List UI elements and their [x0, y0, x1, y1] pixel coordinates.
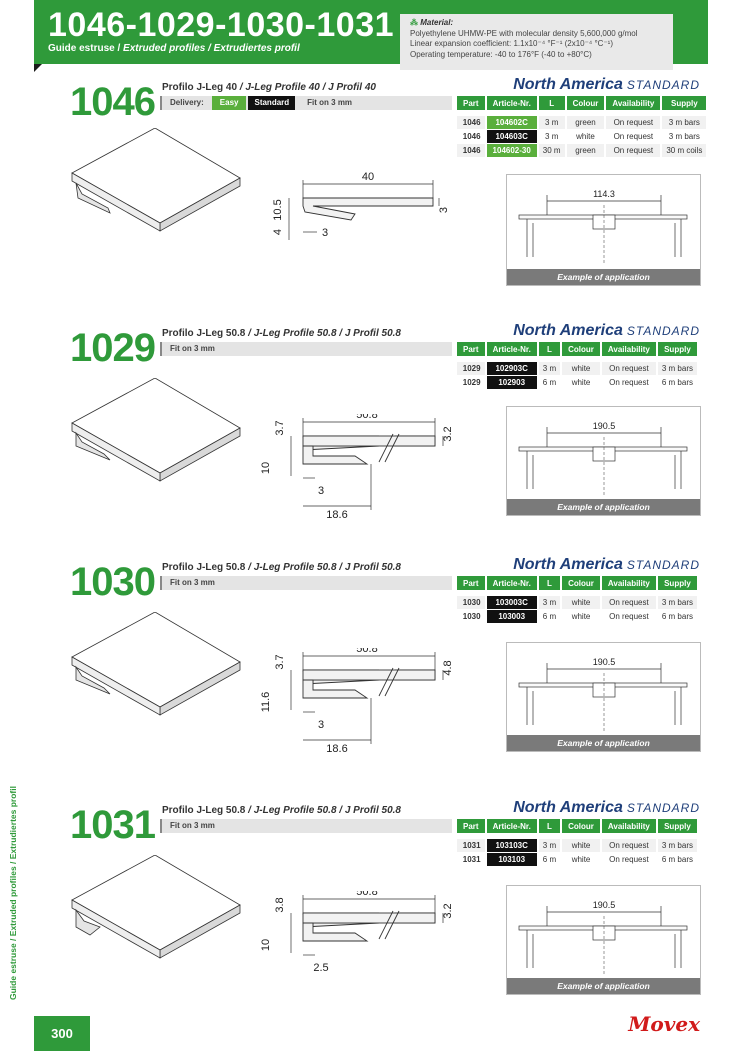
profile-dimension-drawing: [255, 170, 470, 280]
standard-label: STANDARD: [626, 78, 700, 92]
part-cell: 1030: [457, 596, 485, 610]
profile-top-flange: [303, 436, 435, 446]
supply-cell: 3 m bars: [658, 596, 697, 610]
delivery-info-bar: [160, 576, 452, 590]
column-header: Part: [457, 819, 485, 833]
product-title-italian: Profilo J-Leg 50.8: [162, 328, 246, 339]
dimension-view: [255, 170, 470, 280]
application-example: [506, 642, 701, 752]
availability-cell: On request: [602, 853, 656, 867]
availability-cell: On request: [606, 130, 660, 144]
part-cell: 1029: [457, 376, 485, 390]
table-header-row: [457, 576, 697, 590]
isometric-view: [70, 855, 270, 965]
dim-height-label: 10.5: [272, 199, 284, 221]
dim-width-label: 50.8: [356, 414, 378, 421]
table-row: [457, 853, 697, 867]
column-header: Supply: [662, 96, 706, 110]
iso-top-face: [72, 612, 240, 707]
profile-dimension-drawing: [255, 414, 470, 524]
dim-gap-label: 3: [317, 485, 325, 497]
table-header-row: [457, 96, 706, 110]
standard-badge: Standard: [248, 96, 295, 110]
page-number: 300: [34, 1016, 90, 1051]
profile-isometric-drawing: [70, 855, 270, 965]
article-number-cell: 104602C: [487, 116, 537, 130]
article-number-cell: 104603C: [487, 130, 537, 144]
column-header: L: [539, 342, 560, 356]
standard-label: STANDARD: [626, 558, 700, 572]
dim-right-label: 4.8: [442, 660, 454, 676]
dim-bottom-label: 18.6: [326, 743, 348, 755]
product-code: 1030: [70, 560, 155, 604]
product-section-1046: [0, 76, 742, 320]
standard-label: STANDARD: [626, 801, 700, 815]
article-number-cell: 103003C: [487, 596, 537, 610]
movex-logo: Movex: [628, 1012, 700, 1036]
article-number-cell: 102903C: [487, 362, 537, 376]
availability-cell: On request: [606, 116, 660, 130]
profile-isometric-drawing: [70, 128, 270, 238]
colour-cell: white: [562, 839, 600, 853]
length-cell: 3 m: [539, 116, 565, 130]
iso-top-face: [72, 128, 240, 223]
dim-top-label: 3.7: [274, 654, 286, 670]
product-code: 1046: [70, 80, 155, 124]
dim-height-label: 11.6: [260, 691, 272, 713]
part-cell: 1031: [457, 839, 485, 853]
application-caption: Example of application: [507, 978, 700, 994]
column-header: Availability: [602, 819, 656, 833]
profile-isometric-drawing: [70, 612, 270, 722]
dim-bottom-label: 18.6: [326, 509, 348, 521]
length-cell: 30 m: [539, 144, 565, 158]
profile-top-flange: [303, 913, 435, 923]
product-title-translations: / J-Leg Profile 40 / J Profil 40: [237, 82, 376, 93]
profile-isometric-drawing: [70, 378, 270, 488]
colour-cell: white: [567, 130, 605, 144]
part-cell: 1046: [457, 144, 485, 158]
article-table: [455, 576, 699, 624]
column-header: Colour: [562, 576, 600, 590]
supply-cell: 3 m bars: [658, 362, 697, 376]
dim-height-label: 10: [260, 461, 272, 475]
length-cell: 3 m: [539, 839, 560, 853]
dim-right-label: 3.2: [442, 903, 454, 919]
dim-gap-label: 3: [317, 719, 325, 731]
column-header: Availability: [602, 576, 656, 590]
product-section-1029: [0, 322, 742, 566]
column-header: Supply: [658, 819, 697, 833]
column-header: Part: [457, 342, 485, 356]
product-title: [162, 328, 401, 339]
fit-note: Fit on 3 mm: [170, 344, 215, 353]
column-header: L: [539, 819, 560, 833]
column-header: Supply: [658, 342, 697, 356]
table-row: [457, 376, 697, 390]
article-number-cell: 104602-30: [487, 144, 537, 158]
north-america-standard: North America STANDARD: [513, 322, 700, 339]
fit-note: Fit on 3 mm: [170, 821, 215, 830]
iso-top-face: [72, 855, 240, 950]
application-example: [506, 174, 701, 286]
availability-cell: On request: [602, 362, 656, 376]
easy-badge: Easy: [212, 96, 247, 110]
delivery-info-bar: [160, 819, 452, 833]
product-code: 1031: [70, 803, 155, 847]
supply-cell: 6 m bars: [658, 853, 697, 867]
table-row: [457, 116, 706, 130]
table-header-row: [457, 819, 697, 833]
product-title: [162, 562, 401, 573]
length-cell: 6 m: [539, 853, 560, 867]
dim-gap-label: 2.5: [313, 962, 329, 974]
length-cell: 6 m: [539, 610, 560, 624]
product-title: [162, 805, 401, 816]
product-title: [162, 82, 376, 93]
column-header: L: [539, 96, 565, 110]
product-title-italian: Profilo J-Leg 50.8: [162, 805, 246, 816]
colour-cell: white: [562, 853, 600, 867]
molecule-icon: ⁂: [410, 18, 418, 27]
colour-cell: green: [567, 116, 605, 130]
part-cell: 1030: [457, 610, 485, 624]
supply-cell: 3 m bars: [662, 130, 706, 144]
application-drawing: [507, 175, 700, 271]
part-cell: 1031: [457, 853, 485, 867]
dim-width-label: 40: [361, 171, 375, 183]
north-america-standard: North America STANDARD: [513, 76, 700, 93]
colour-cell: white: [562, 610, 600, 624]
table-row: [457, 610, 697, 624]
dimension-view: [255, 648, 470, 758]
product-title-translations: / J-Leg Profile 50.8 / J Profil 50.8: [245, 805, 401, 816]
application-drawing: [507, 643, 700, 737]
column-header: L: [539, 576, 560, 590]
dim-top-label: 3.7: [274, 420, 286, 436]
delivery-info-bar: [160, 96, 452, 110]
table-row: [457, 839, 697, 853]
dimension-view: [255, 414, 470, 524]
application-example: [506, 885, 701, 995]
column-header: Part: [457, 576, 485, 590]
product-code: 1029: [70, 326, 155, 370]
page-title: 1046-1029-1030-1031: [48, 6, 395, 44]
article-table: [455, 342, 699, 390]
availability-cell: On request: [602, 596, 656, 610]
table-row: [457, 362, 697, 376]
colour-cell: white: [562, 376, 600, 390]
material-line: Operating temperature: -40 to 176°F (-40 to +80°C): [410, 49, 592, 59]
application-example: [506, 406, 701, 516]
product-section-1030: [0, 556, 742, 800]
supply-cell: 6 m bars: [658, 376, 697, 390]
availability-cell: On request: [602, 610, 656, 624]
north-america-standard: North America STANDARD: [513, 556, 700, 573]
standard-label: STANDARD: [626, 324, 700, 338]
profile-top-flange: [303, 670, 435, 680]
delivery-info-bar: [160, 342, 452, 356]
isometric-view: [70, 378, 270, 488]
article-number-cell: 102903: [487, 376, 537, 390]
column-header: Colour: [562, 819, 600, 833]
material-info-box: [400, 14, 673, 70]
supply-cell: 3 m bars: [658, 839, 697, 853]
application-caption: Example of application: [507, 735, 700, 751]
article-number-cell: 103103C: [487, 839, 537, 853]
table-header-row: [457, 342, 697, 356]
column-header: Part: [457, 96, 485, 110]
colour-cell: white: [562, 596, 600, 610]
column-header: Colour: [562, 342, 600, 356]
fit-note: Fit on 3 mm: [170, 578, 215, 587]
isometric-view: [70, 612, 270, 722]
colour-cell: white: [562, 362, 600, 376]
column-header: Colour: [567, 96, 605, 110]
material-heading: Material:: [420, 18, 454, 27]
delivery-label: Delivery:: [170, 98, 204, 107]
dim-leg-label: 4: [272, 228, 284, 236]
length-cell: 3 m: [539, 596, 560, 610]
supply-cell: 6 m bars: [658, 610, 697, 624]
article-table: [455, 819, 699, 867]
dim-gap-label: 3: [321, 227, 329, 239]
fit-note: Fit on 3 mm: [307, 98, 353, 107]
article-number-cell: 103003: [487, 610, 537, 624]
supply-cell: 30 m coils: [662, 144, 706, 158]
isometric-view: [70, 128, 270, 238]
length-cell: 3 m: [539, 362, 560, 376]
dim-width-label: 50.8: [356, 648, 378, 655]
material-line: Polyethylene UHMW-PE with molecular density 5,600,000 g/mol: [410, 28, 638, 38]
availability-cell: On request: [602, 839, 656, 853]
dim-top-label: 3.8: [274, 897, 286, 913]
column-header: Article-Nr.: [487, 96, 537, 110]
column-header: Article-Nr.: [487, 576, 537, 590]
colour-cell: green: [567, 144, 605, 158]
part-cell: 1046: [457, 116, 485, 130]
product-title-translations: / J-Leg Profile 50.8 / J Profil 50.8: [245, 328, 401, 339]
availability-cell: On request: [602, 376, 656, 390]
header-corner-decoration: [34, 64, 42, 72]
availability-cell: On request: [606, 144, 660, 158]
application-drawing: [507, 886, 700, 980]
dimension-view: [255, 891, 470, 1001]
column-header: Article-Nr.: [487, 819, 537, 833]
application-width-label: 190.5: [592, 657, 616, 667]
column-header: Supply: [658, 576, 697, 590]
subtitle-translations: Extruded profiles / Extrudiertes profil: [123, 43, 300, 54]
column-header: Availability: [606, 96, 660, 110]
profile-section-shape: [303, 198, 433, 220]
product-title-italian: Profilo J-Leg 40: [162, 82, 238, 93]
table-row: [457, 144, 706, 158]
column-header: Availability: [602, 342, 656, 356]
subtitle-italian: Guide estruse /: [48, 43, 124, 54]
length-cell: 3 m: [539, 130, 565, 144]
column-header: Article-Nr.: [487, 342, 537, 356]
supply-cell: 3 m bars: [662, 116, 706, 130]
dim-thickness-label: 3: [438, 206, 450, 214]
product-title-translations: / J-Leg Profile 50.8 / J Profil 50.8: [245, 562, 401, 573]
application-drawing: [507, 407, 700, 501]
side-vertical-label: Guide estruse / Extruded profiles / Extrudiertes profil: [8, 786, 18, 1000]
part-cell: 1046: [457, 130, 485, 144]
product-section-1031: [0, 799, 742, 1043]
iso-top-face: [72, 378, 240, 473]
product-title-italian: Profilo J-Leg 50.8: [162, 562, 246, 573]
table-row: [457, 596, 697, 610]
part-cell: 1029: [457, 362, 485, 376]
table-row: [457, 130, 706, 144]
north-america-standard: North America STANDARD: [513, 799, 700, 816]
dim-width-label: 50.8: [356, 891, 378, 898]
profile-dimension-drawing: [255, 648, 470, 758]
application-caption: Example of application: [507, 499, 700, 515]
material-line: Linear expansion coefficient: 1.1x10⁻⁴ °F⁻¹ (2x10⁻⁴ °C⁻¹): [410, 39, 613, 48]
article-number-cell: 103103: [487, 853, 537, 867]
dim-height-label: 10: [260, 938, 272, 952]
application-width-label: 114.3: [593, 189, 615, 199]
application-width-label: 190.5: [592, 900, 616, 910]
article-table: [455, 96, 708, 158]
application-caption: Example of application: [507, 269, 700, 285]
page-subtitle: [48, 43, 300, 54]
dim-right-label: 3.2: [442, 426, 454, 442]
application-width-label: 190.5: [592, 421, 616, 431]
length-cell: 6 m: [539, 376, 560, 390]
profile-dimension-drawing: [255, 891, 470, 1001]
